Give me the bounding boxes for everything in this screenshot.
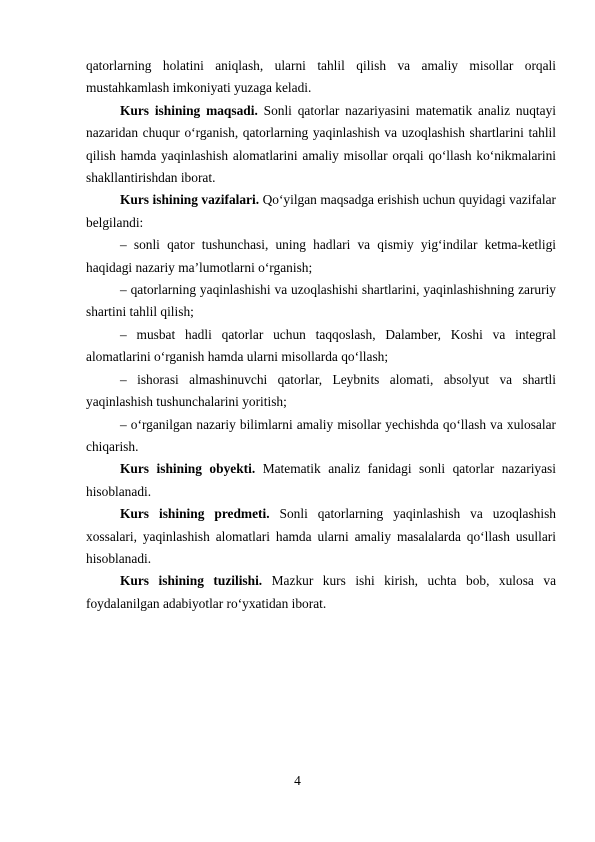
paragraph-text: Mazkur kurs ishi kirish, uchta bob, xulosa va foydalanilgan adabiyotlar ro‘yxatidan iborat. (86, 573, 557, 611)
paragraph-text: – musbat hadli qatorlar uchun taqqoslash, Dalamber, Koshi va integral alomatlarini o‘rganish hamda ularni misollarda qo‘llash; (86, 326, 556, 365)
paragraph-lead: Kurs ishining tuzilishi. (120, 573, 263, 589)
paragraph-text: qatorlarning holatini aniqlash, ularni tahlil qilish va amaliy misollar orqali mustahkamlash imkoniyati yuzaga keladi. (86, 58, 556, 96)
paragraph-lead: Kurs ishining predmeti. (120, 506, 270, 522)
paragraph-lead: Kurs ishining obyekti. (120, 461, 256, 477)
task-item-2 (86, 279, 556, 324)
paragraph-text: – qatorlarning yaqinlashishi va uzoqlashishi shartlarini, yaqinlashishning zaruriy shartini tahlil qilish; (86, 282, 556, 320)
paragraph-text: Sonli qatorlar nazariyasini matematik analiz nuqtayi nazaridan chuqur o‘rganish, qatorlarning yaqinlashish va uzoqlashish shartlarini tahlil qilish hamda yaqinlashish alomatlarini amaliy misollar orqali qo‘llash ko‘nikmalarini shakllantirishdan iborat. (86, 102, 556, 186)
paragraph-text: Matematik analiz fanidagi sonli qatorlar nazariyasi hisoblanadi. (86, 461, 556, 499)
paragraph-text: Sonli qatorlarning yaqinlashish va uzoqlashish xossalari, yaqinlashish alomatlari hamda ularni amaliy masalalarda qo‘llash usullari hisoblanadi. (86, 506, 556, 566)
paragraph-aim (86, 100, 556, 190)
paragraph-lead: Kurs ishining vazifalari. (120, 192, 260, 208)
paragraph-structure (86, 570, 556, 615)
paragraph-lead: Kurs ishining maqsadi. (120, 102, 258, 118)
paragraph-subject (86, 503, 556, 570)
paragraph-text: – ishorasi almashinuvchi qatorlar, Leybnits alomati, absolyut va shartli yaqinlashish tushunchalarini yoritish; (86, 371, 556, 410)
paragraph-text: – o‘rganilgan nazariy bilimlarni amaliy misollar yechishda qo‘llash va xulosalar chiqarish. (86, 416, 556, 454)
paragraph-text: – sonli qator tushunchasi, uning hadlari va qismiy yig‘indilar ketma-ketligi haqidagi nazariy ma’lumotlarni o‘rganish; (86, 237, 556, 275)
paragraph-tasks (86, 189, 556, 234)
page-number: 4 (294, 773, 301, 788)
paragraph-continuation (86, 55, 556, 100)
paragraph-text: Qo‘yilgan maqsadga erishish uchun quyidagi vazifalar belgilandi: (86, 192, 556, 230)
body-text (86, 55, 556, 615)
task-item-4 (86, 369, 556, 414)
task-item-3 (86, 324, 556, 369)
task-item-5 (86, 414, 556, 459)
paragraph-object (86, 458, 556, 503)
task-item-1 (86, 234, 556, 279)
